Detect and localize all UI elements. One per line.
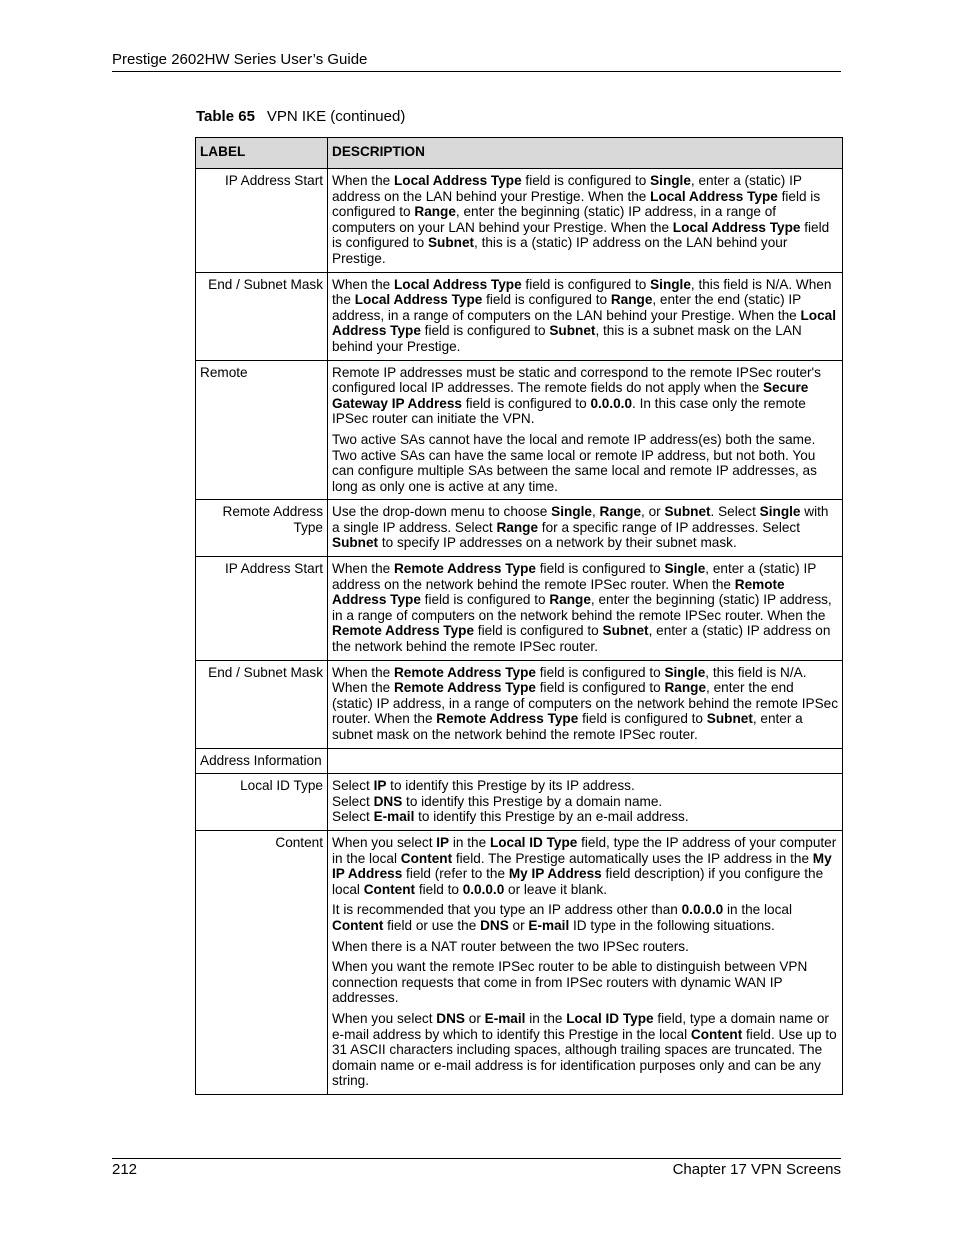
text-run: field. Use up to 31 ASCII characters including spaces, although trailing spaces are truncated. The domain name or e-mail address is for identification purposes only and can be any string.: [332, 1026, 837, 1089]
text-run: field is configured to: [521, 173, 651, 188]
text-run: When you want the remote IPSec router to be able to distinguish between VPN connection requests that come in from IPSec routers with dynamic WAN IP addresses.: [332, 959, 808, 1006]
bold-term: Subnet: [602, 623, 649, 639]
bold-term: Range: [610, 292, 653, 308]
bold-term: My IP Address: [332, 850, 832, 882]
bold-term: Subnet: [664, 504, 711, 520]
description-paragraph: [332, 173, 838, 267]
text-run: Select: [332, 809, 374, 825]
description-paragraph: [332, 959, 838, 1006]
text-run: Use the drop-down menu to choose: [332, 504, 552, 520]
bold-term: Local Address Type: [393, 173, 522, 188]
text-run: to identify this Prestige by a domain name.: [402, 793, 663, 809]
text-run: field is configured to: [578, 711, 707, 727]
bold-term: Local ID Type: [489, 834, 578, 850]
row-description: [328, 272, 843, 360]
bold-term: Remote Address Type: [393, 561, 536, 577]
bold-term: Remote Address Type: [332, 623, 475, 639]
table-row: [196, 557, 843, 661]
table-row: [196, 500, 843, 557]
text-run: , this is a (static) IP address on the LAN behind your Prestige.: [332, 235, 788, 266]
text-run: for a specific range of IP addresses. Select: [538, 519, 800, 535]
text-run: field (refer to the: [402, 866, 509, 882]
text-run: field is configured to: [461, 395, 591, 411]
bold-term: Range: [664, 680, 707, 696]
row-label: End / Subnet Mask: [196, 660, 328, 748]
description-paragraph: [332, 665, 838, 743]
row-description: [328, 557, 843, 661]
text-run: , this field is N/A. When the: [332, 664, 807, 696]
bold-term: Range: [599, 504, 642, 520]
text-run: When the: [332, 664, 394, 680]
text-run: to identify this Prestige by its IP address.: [386, 778, 635, 794]
bold-term: Remote Address Type: [393, 664, 536, 680]
table-row: [196, 360, 843, 500]
bold-term: Content: [690, 1026, 743, 1042]
page-header-title: Prestige 2602HW Series User’s Guide: [112, 51, 368, 68]
description-paragraph: [332, 902, 838, 933]
bold-term: Subnet: [549, 323, 596, 339]
bold-term: Single: [664, 561, 706, 577]
text-run: field is configured to: [332, 219, 830, 251]
text-run: in the: [449, 834, 490, 850]
text-run: ,: [591, 504, 600, 520]
table-row: [196, 660, 843, 748]
text-run: ID type in the following situations.: [569, 917, 775, 933]
description-paragraph: [332, 432, 838, 494]
table-row: [196, 169, 843, 273]
bold-term: Content: [400, 850, 453, 866]
row-label: Local ID Type: [196, 774, 328, 831]
text-run: When the: [332, 173, 394, 188]
text-run: , enter the end (static) IP address, in a range of computers on the network behind the remote IPSec router. When the: [332, 680, 839, 727]
text-run: , or: [641, 504, 665, 520]
row-description: [328, 830, 843, 1094]
row-label: Address Information: [196, 748, 328, 774]
bold-term: 0.0.0.0: [590, 395, 633, 411]
text-run: Remote IP addresses must be static and correspond to the remote IPSec router's configured local IP addresses. The remote fields do not apply when the: [332, 364, 821, 396]
row-description: [328, 169, 843, 273]
description-column-header: DESCRIPTION: [328, 138, 843, 169]
bold-term: Subnet: [332, 535, 379, 551]
text-run: When you select: [332, 834, 437, 850]
bold-term: IP: [373, 778, 387, 794]
bold-term: Secure Gateway IP Address: [332, 380, 809, 411]
table-row: [196, 748, 843, 774]
row-description: [328, 748, 843, 774]
description-paragraph: [332, 939, 838, 955]
bold-term: Range: [549, 592, 591, 608]
text-run: , enter the beginning (static) IP address, in a range of computers on your LAN behind your Prestige. When the: [332, 204, 777, 235]
row-label: Remote Address Type: [196, 500, 328, 557]
row-label: Remote: [196, 360, 328, 500]
bold-term: My IP Address: [508, 866, 602, 882]
bold-term: 0.0.0.0: [462, 881, 505, 897]
text-run: When there is a NAT router between the two IPSec routers.: [332, 938, 689, 954]
bold-term: DNS: [373, 793, 403, 809]
row-description: [328, 360, 843, 500]
text-run: . In this case only the remote IPSec router can initiate the VPN.: [332, 395, 806, 427]
label-column-header: LABEL: [196, 138, 328, 169]
table-caption-number: Table 65: [196, 108, 255, 125]
bold-term: E-mail: [373, 809, 415, 825]
text-run: When you select: [332, 1010, 437, 1026]
text-run: field or use the: [383, 917, 481, 933]
text-run: with a single IP address. Select: [332, 504, 829, 535]
bold-term: Local ID Type: [566, 1010, 654, 1026]
bold-term: Remote Address Type: [436, 711, 579, 727]
text-run: , enter a (static) IP address on the LAN behind your Prestige. When the: [332, 173, 802, 204]
bold-term: Single: [551, 504, 592, 520]
text-run: field is configured to: [521, 276, 651, 292]
bold-term: DNS: [436, 1010, 465, 1026]
bold-term: Local Address Type: [332, 307, 837, 339]
text-run: field to: [415, 881, 463, 897]
text-run: , enter the beginning (static) IP address, in a range of computers on the network behind the remote IPSec router. When the: [332, 592, 832, 623]
header-divider: [112, 71, 841, 72]
bold-term: 0.0.0.0: [681, 902, 724, 918]
text-run: . Select: [710, 504, 760, 520]
row-description: [328, 660, 843, 748]
page-number: 212: [112, 1161, 138, 1178]
text-run: field is configured to: [420, 323, 550, 339]
table-row: [196, 830, 843, 1094]
bold-term: Single: [759, 504, 801, 520]
text-run: in the local: [723, 902, 792, 918]
text-run: Select: [332, 793, 374, 809]
text-run: Two active SAs cannot have the local and remote IP address(es) both the same. Two active SAs can have the same local or remote IP address, but not both. You can configure multiple SAs between the same local and remote IP addresses, as long as only one is active at any time.: [332, 431, 817, 494]
text-run: to specify IP addresses on a network by their subnet mask.: [378, 535, 737, 551]
description-paragraph: [332, 365, 838, 427]
bold-term: Range: [414, 204, 456, 220]
description-paragraph: [332, 561, 838, 655]
row-label: End / Subnet Mask: [196, 272, 328, 360]
bold-term: DNS: [480, 917, 509, 933]
chapter-title: Chapter 17 VPN Screens: [672, 1161, 841, 1178]
text-run: field is configured to: [332, 188, 821, 220]
text-run: , enter the end (static) IP address, in a range of computers on the LAN behind your Prestige. When the: [332, 292, 801, 323]
table-header-row: [196, 138, 843, 169]
bold-term: Remote Address Type: [393, 680, 536, 696]
text-run: or: [464, 1010, 485, 1026]
row-label: IP Address Start: [196, 169, 328, 273]
bold-term: Local Address Type: [354, 292, 483, 308]
table-row: [196, 774, 843, 831]
description-paragraph: [332, 1011, 838, 1089]
row-description: [328, 500, 843, 557]
text-run: When the: [332, 561, 394, 577]
table-caption: [196, 108, 405, 125]
text-run: field is configured to: [420, 592, 550, 608]
bold-term: Content: [332, 917, 384, 933]
table-row: [196, 272, 843, 360]
text-run: field is configured to: [536, 680, 665, 696]
text-run: or leave it blank.: [504, 881, 608, 897]
text-run: or: [508, 917, 529, 933]
text-run: , enter a (static) IP address on the network behind the remote IPSec router. When the: [332, 561, 817, 592]
text-run: , enter a subnet mask on the network behind the remote IPSec router.: [332, 711, 803, 742]
description-paragraph: [332, 835, 838, 897]
text-run: field is configured to: [536, 561, 665, 577]
table-caption-text: VPN IKE (continued): [266, 108, 406, 125]
bold-term: Range: [496, 519, 539, 535]
text-run: field, type the IP address of your computer in the local: [332, 834, 837, 866]
bold-term: Local Address Type: [672, 219, 801, 235]
bold-term: E-mail: [528, 917, 570, 933]
footer-divider: [112, 1158, 841, 1159]
bold-term: IP: [436, 834, 450, 850]
text-run: field is configured to: [482, 292, 611, 308]
bold-term: Subnet: [706, 711, 753, 727]
row-description: [328, 774, 843, 831]
text-run: field description) if you configure the local: [332, 866, 824, 897]
text-run: field, type a domain name or e-mail address by which to identify this Prestige in the local: [332, 1010, 829, 1042]
text-run: in the: [525, 1010, 567, 1026]
bold-term: Single: [664, 664, 706, 680]
text-run: Select: [332, 778, 374, 794]
bold-term: Single: [650, 276, 691, 292]
row-label: Content: [196, 830, 328, 1094]
text-run: field is configured to: [474, 623, 603, 639]
description-paragraph: [332, 277, 838, 355]
bold-term: E-mail: [484, 1010, 526, 1026]
table-body: [196, 169, 843, 1095]
vpn-ike-table: [195, 137, 843, 1095]
text-run: , this is a subnet mask on the LAN behind your Prestige.: [332, 323, 802, 354]
text-run: , enter a (static) IP address on the network behind the remote IPSec router.: [332, 623, 831, 655]
description-paragraph: [332, 504, 838, 551]
text-run: , this field is N/A. When the: [332, 276, 832, 308]
text-run: When the: [332, 276, 394, 292]
text-run: It is recommended that you type an IP address other than: [332, 902, 682, 918]
text-run: field is configured to: [536, 664, 665, 680]
bold-term: Content: [363, 881, 416, 897]
description-paragraph: [332, 778, 838, 825]
bold-term: Local Address Type: [650, 188, 778, 204]
text-run: field. The Prestige automatically uses the IP address in the: [452, 850, 813, 866]
bold-term: Single: [650, 173, 691, 188]
text-run: to identify this Prestige by an e-mail address.: [414, 809, 689, 825]
row-label: IP Address Start: [196, 557, 328, 661]
bold-term: Remote Address Type: [332, 576, 785, 608]
bold-term: Subnet: [427, 235, 475, 251]
bold-term: Local Address Type: [393, 276, 522, 292]
